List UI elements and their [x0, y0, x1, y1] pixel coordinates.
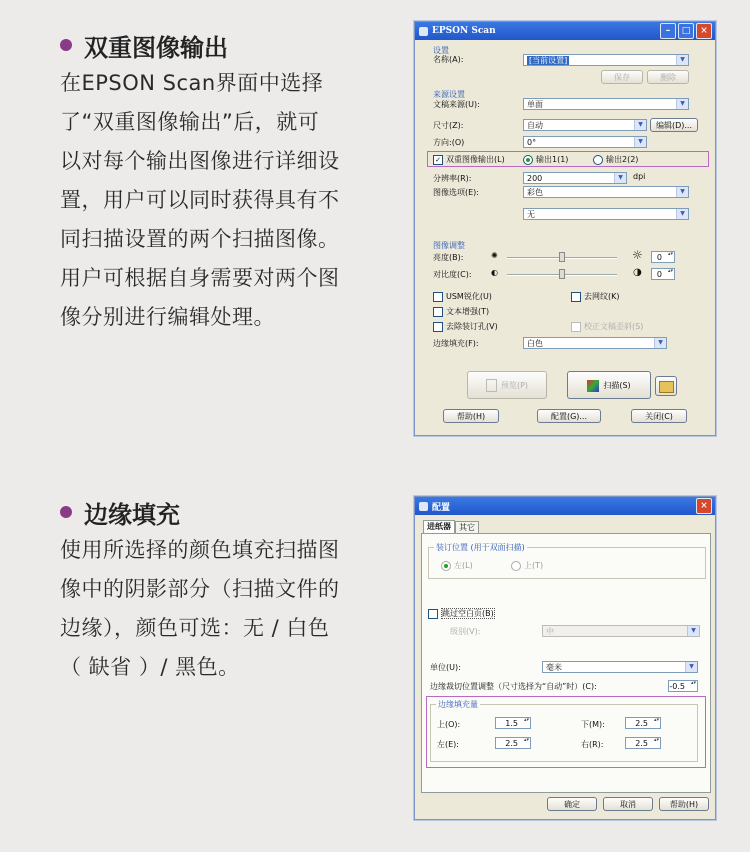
chevron-down-icon: ▼ — [687, 626, 699, 636]
scan-button[interactable]: 扫描(S) — [567, 371, 651, 399]
brightness-label: 亮度(B): — [433, 253, 464, 262]
edge-fill-select[interactable]: 白色 ▼ — [523, 337, 667, 349]
image-option-label: 图像选项(E): — [433, 188, 479, 197]
text-line: 边缘），颜色可选：无 / 白色 — [60, 616, 330, 640]
unsharp-checkbox[interactable]: USM锐化(U) — [433, 291, 492, 302]
close-icon[interactable]: × — [696, 498, 712, 514]
level-label: 级别(V): — [450, 627, 481, 636]
name-label: 名称(A): — [433, 55, 464, 64]
folder-button[interactable] — [655, 376, 677, 396]
minimize-icon[interactable]: – — [660, 23, 676, 39]
binding-left-radio[interactable]: 左(L) — [441, 560, 473, 571]
binding-top-radio[interactable]: 上(T) — [511, 560, 543, 571]
edit-button[interactable]: 编辑(D)... — [650, 118, 698, 132]
crop-adjust-label: 边缘裁切位置调整（尺寸选择为“自动”时）(C): — [430, 682, 597, 691]
top-input[interactable]: 1.5 ▴▾ — [495, 717, 531, 729]
bottom-label: 下(M): — [581, 720, 605, 729]
text-line: 像中的阴影部分（扫描文件的 — [60, 577, 340, 601]
text-line: 像分别进行编辑处理。 — [60, 305, 275, 329]
brightness-low-icon: ✺ — [491, 251, 498, 260]
right-label: 右(R): — [581, 740, 604, 749]
contrast-low-icon: ◐ — [491, 268, 498, 277]
scan-titlebar: EPSON Scan – □ × — [415, 22, 715, 40]
dual-output-checkbox[interactable]: ✓ 双重图像输出(L) — [433, 154, 505, 165]
config-window — [414, 496, 716, 820]
text-line: 置，用户可以同时获得具有不 — [60, 188, 340, 212]
folder-icon — [659, 381, 674, 393]
resolution-select[interactable]: 200 ▼ — [523, 172, 627, 184]
slider-thumb[interactable] — [559, 269, 565, 279]
text-line: 同扫描设置的两个扫描图像。 — [60, 227, 340, 251]
chevron-down-icon: ▼ — [676, 209, 688, 219]
edge-fill-group: 边缘填充量 上(O): 1.5 ▴▾ 下(M): 2.5 ▴▾ 左(E): 2.5 ▴▾ 右(R): 2.5 ▴▾ — [430, 704, 698, 762]
preview-icon — [486, 379, 497, 392]
chevron-down-icon: ▼ — [676, 55, 688, 65]
binding-group: 装订位置 (用于双面扫描) 左(L) 上(T) — [428, 547, 706, 579]
descreen-checkbox[interactable]: 去网纹(K) — [571, 291, 620, 302]
epson-scan-window — [414, 21, 716, 436]
settings-group-label: 设置 — [433, 46, 449, 55]
contrast-high-icon: ◑ — [633, 267, 642, 278]
edge-fill-label: 边缘填充(F): — [433, 339, 479, 348]
name-select[interactable]: [当前设置] ▼ — [523, 54, 689, 66]
right-input[interactable]: 2.5 ▴▾ — [625, 737, 661, 749]
heading-edge-fill: 边缘填充 — [60, 495, 390, 529]
text-line: 使用所选择的颜色填充扫描图 — [60, 538, 340, 562]
left-label: 左(E): — [437, 740, 459, 749]
output1-radio[interactable]: 输出1(1) — [523, 154, 568, 165]
output2-radio[interactable]: 输出2(2) — [593, 154, 638, 165]
bullet-icon — [60, 506, 72, 518]
cancel-button[interactable]: 取消 — [603, 797, 653, 811]
doc-source-label: 文稿来源(U): — [433, 100, 480, 109]
text-enhance-checkbox[interactable]: 文本增强(T) — [433, 306, 489, 317]
scan-icon — [587, 380, 599, 392]
delete-button[interactable]: 删除 — [647, 70, 689, 84]
chevron-down-icon: ▼ — [614, 173, 626, 183]
close-button[interactable]: 关闭(C) — [631, 409, 687, 423]
app-icon — [419, 502, 428, 511]
app-icon — [419, 27, 428, 36]
level-select[interactable]: 中 ▼ — [542, 625, 700, 637]
text-line: （ 缺省 ）/ 黑色。 — [60, 655, 240, 679]
config-titlebar: 配置 × — [415, 497, 715, 515]
config-button[interactable]: 配置(G)... — [537, 409, 601, 423]
section-edge-fill — [60, 495, 390, 687]
resolution-unit: dpi — [633, 172, 646, 181]
chevron-down-icon: ▼ — [634, 120, 646, 130]
image-option-sub-select[interactable]: 无 ▼ — [523, 208, 689, 220]
save-button[interactable]: 保存 — [601, 70, 643, 84]
chevron-down-icon: ▼ — [676, 99, 688, 109]
orientation-select[interactable]: 0° ▼ — [523, 136, 647, 148]
adjust-group-label: 图像调整 — [433, 241, 465, 250]
brightness-input[interactable]: 0 ▴▾ — [651, 251, 675, 263]
tab-panel — [421, 533, 711, 793]
text-line: 以对每个输出图像进行详细设 — [60, 149, 340, 173]
size-label: 尺寸(Z): — [433, 121, 464, 130]
unit-label: 单位(U): — [430, 663, 461, 672]
text-line: 了“双重图像输出”后，就可 — [60, 110, 320, 134]
text-line: 在EPSON Scan界面中选择 — [60, 71, 324, 95]
radio-selected-icon — [523, 155, 533, 165]
size-select[interactable]: 自动 ▼ — [523, 119, 647, 131]
chevron-down-icon: ▼ — [634, 137, 646, 147]
maximize-icon[interactable]: □ — [678, 23, 694, 39]
radio-icon — [593, 155, 603, 165]
source-group-label: 来源设置 — [433, 90, 465, 99]
resolution-label: 分辨率(R): — [433, 174, 472, 183]
contrast-label: 对比度(C): — [433, 270, 472, 279]
help-button[interactable]: 帮助(H) — [443, 409, 499, 423]
brightness-high-icon: ☼ — [632, 248, 643, 262]
tab-other[interactable]: 其它 — [455, 521, 479, 534]
unit-select[interactable]: 毫米 ▼ — [542, 661, 698, 673]
skew-checkbox[interactable]: 校正文稿歪斜(S) — [571, 321, 643, 332]
image-option-select[interactable]: 彩色 ▼ — [523, 186, 689, 198]
doc-source-select[interactable]: 单面 ▼ — [523, 98, 689, 110]
chevron-down-icon: ▼ — [654, 338, 666, 348]
contrast-input[interactable]: 0 ▴▾ — [651, 268, 675, 280]
tab-scanner[interactable]: 进纸器 — [423, 520, 455, 533]
left-input[interactable]: 2.5 ▴▾ — [495, 737, 531, 749]
preview-button[interactable]: 预览(P) — [467, 371, 547, 399]
chevron-down-icon: ▼ — [676, 187, 688, 197]
bullet-icon — [60, 39, 72, 51]
orientation-label: 方向:(O) — [433, 138, 465, 147]
section-dual-output — [60, 28, 390, 337]
remove-punch-checkbox[interactable]: 去除装订孔(V) — [433, 321, 498, 332]
heading-dual-output: 双重图像输出 — [60, 28, 390, 62]
bottom-input[interactable]: 2.5 ▴▾ — [625, 717, 661, 729]
slider-thumb[interactable] — [559, 252, 565, 262]
text-line: 用户可根据自身需要对两个图 — [60, 266, 340, 290]
top-label: 上(O): — [437, 720, 461, 729]
paragraph-dual-output — [60, 64, 390, 337]
contrast-slider[interactable] — [507, 274, 617, 276]
help-button[interactable]: 帮助(H) — [659, 797, 709, 811]
ok-button[interactable]: 确定 — [547, 797, 597, 811]
skip-blank-checkbox[interactable]: 跳过空白页(B) — [428, 608, 495, 619]
close-icon[interactable]: × — [696, 23, 712, 39]
crop-adjust-input[interactable]: -0.5 ▴▾ — [668, 680, 698, 692]
checkbox-checked-icon: ✓ — [433, 155, 443, 165]
chevron-down-icon: ▼ — [685, 662, 697, 672]
brightness-slider[interactable] — [507, 257, 617, 259]
paragraph-edge-fill — [60, 531, 390, 687]
